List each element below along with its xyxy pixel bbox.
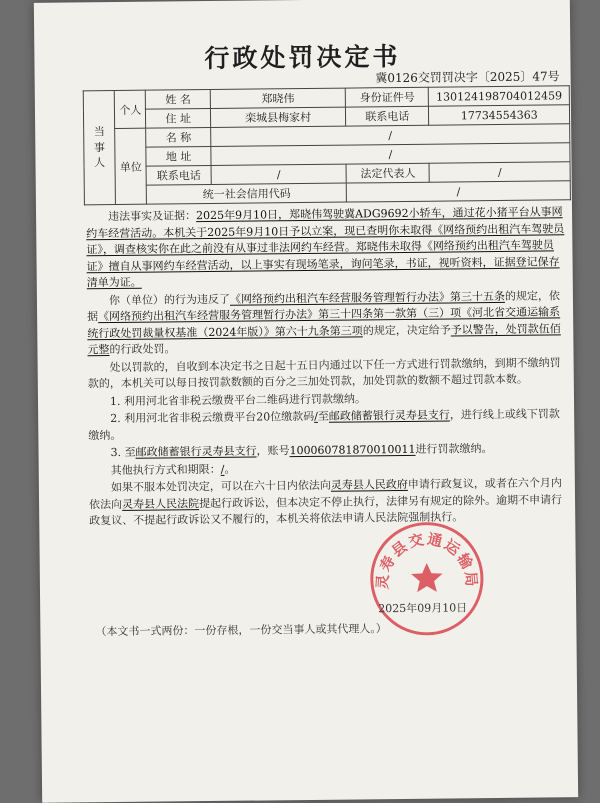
option2-bank: 邮政储蓄银行灵寿县支行 [328, 408, 450, 423]
footnote: （本文书一式两份：一份存根，一份交当事人或其代理人。） [95, 622, 387, 639]
seal-text: 灵寿县交通运输局 [374, 530, 480, 590]
violated-regulation: 《网络预约出租汽车经营服务管理暂行办法》第三十五条 [229, 289, 505, 306]
review-government: 灵寿县人民政府 [330, 477, 408, 492]
unit-address-value: / [211, 143, 570, 166]
phone-value: 17734554363 [429, 105, 570, 125]
option2-text-c: ，进行线上或线下罚款缴纳。 [88, 407, 560, 442]
page-title: 行政处罚决定书 [204, 41, 401, 74]
unit-phone-label: 联系电话 [146, 165, 211, 185]
credit-code-value: / [346, 181, 570, 202]
other-text-b: 。 [224, 462, 236, 476]
violation-text-a: 你（单位）的行为违反了 [108, 292, 231, 307]
document-number: 冀0126交罚罚决字〔2025〕47号 [375, 69, 560, 86]
legal-basis: 《网络预约出租汽车经营服务管理暂行办法》第三十四条第一款第（三）项《河北省交通运输系统行政处罚裁量权基准（2024年版）》第六十九条第三项 [87, 305, 561, 340]
id-value: 130124198704012459 [429, 86, 570, 106]
violation-text-c: 的规定，决定给予 [362, 322, 451, 337]
violation-text-d: 的行政处罚。 [109, 342, 176, 357]
address-label: 住 址 [146, 108, 211, 128]
payment-paragraph: 处以罚款的，自收到本决定书之日起十五日内通过以下任一方式进行罚款缴纳，到期不缴纳罚款的，本机关可以每日按罚款数额的百分之三加处罚款，加处罚款的数额不超过罚款本数。 [87, 355, 561, 391]
review-court: 灵寿县人民法院 [122, 496, 200, 511]
unit-address-label: 地 址 [146, 146, 211, 166]
review-paragraph [89, 475, 567, 530]
penalty: 予以警告，处罚款伍佰元整 [87, 321, 561, 357]
individual-header-cell [114, 90, 146, 128]
decision-body [86, 204, 567, 530]
unit-header-cell [115, 128, 147, 204]
unit-phone-value: / [211, 164, 346, 184]
review-text-b: 申请行政复议，或者在六个月内依法向 [89, 476, 562, 511]
legal-rep-label: 法定代表人 [346, 163, 429, 183]
address-value: 栾城县梅家村 [210, 107, 345, 127]
facts-text: 2025年9月10日，郑晓伟驾驶冀ADG9692小轿车，通过花小猪平台从事网约车经营活动。本机关于2025年9月10日予以立案，现已查明你未取得《网络预约出租汽车驾驶员证》，调查核实你在此之前没有从事过非法网约车经营。郑晓伟未取得《网络预约出租汽车驾驶员证》擅自从事网约车经营活动，以上事实有现场笔录，询问笔录，书证，视听资料，证据登记保存清单为证。 [86, 205, 565, 290]
option3-text-b: ，账号 [256, 444, 290, 458]
party-header-cell [83, 90, 115, 204]
name-value: 郑晓伟 [210, 88, 345, 108]
review-text-a: 如果不服本处罚决定，可以在六十日内依法向 [110, 478, 331, 495]
violation-text-b: 的规定，依据 [87, 288, 560, 324]
review-text-c: 提起行政诉讼，但本决定不停止执行，法律另有规定的除外。逾期不申请行政复议、不提起行政诉讼又不履行的，本机关将依法申请人民法院强制执行。 [89, 492, 563, 528]
legal-rep-value: / [430, 162, 571, 182]
individual-label: 个人 [119, 103, 142, 117]
unit-name-value: / [211, 124, 570, 147]
payment-option-2 [88, 406, 566, 444]
name-label: 姓 名 [146, 89, 211, 109]
unit-name-label: 名 称 [146, 127, 211, 147]
facts-paragraph [86, 204, 565, 292]
credit-code-label: 统一社会信用代码 [147, 183, 347, 204]
payment-code: / [314, 409, 318, 423]
party-info-table [83, 85, 571, 205]
option3-text-a: 3. 至 [110, 445, 136, 460]
option3-bank: 邮政储蓄银行灵寿县支行 [135, 444, 257, 459]
id-label: 身份证件号 [345, 87, 428, 107]
document-page [34, 0, 578, 803]
option2-text-a: 2. 利用河北省非税云缴费平台20位缴款码 [110, 409, 315, 426]
bank-account: 100060781870010011 [289, 442, 416, 458]
other-text-a: 其他执行方式和期限： [110, 462, 221, 477]
seal-star-icon [411, 563, 443, 592]
violation-paragraph [87, 288, 566, 359]
party-label: 当事人 [93, 125, 106, 170]
unit-label: 单位 [119, 160, 142, 174]
seal-date: 2025年09月10日 [378, 601, 468, 616]
other-value: / [220, 462, 225, 476]
option2-text-b: 至 [317, 409, 329, 423]
facts-lead: 违法事实及证据： [108, 209, 197, 224]
payment-option-1: 1. 利用河北省非税云缴费平台二维码进行罚款缴纳。 [109, 391, 367, 408]
phone-label: 联系电话 [346, 106, 429, 126]
option3-text-c: 进行罚款缴纳。 [415, 442, 493, 456]
